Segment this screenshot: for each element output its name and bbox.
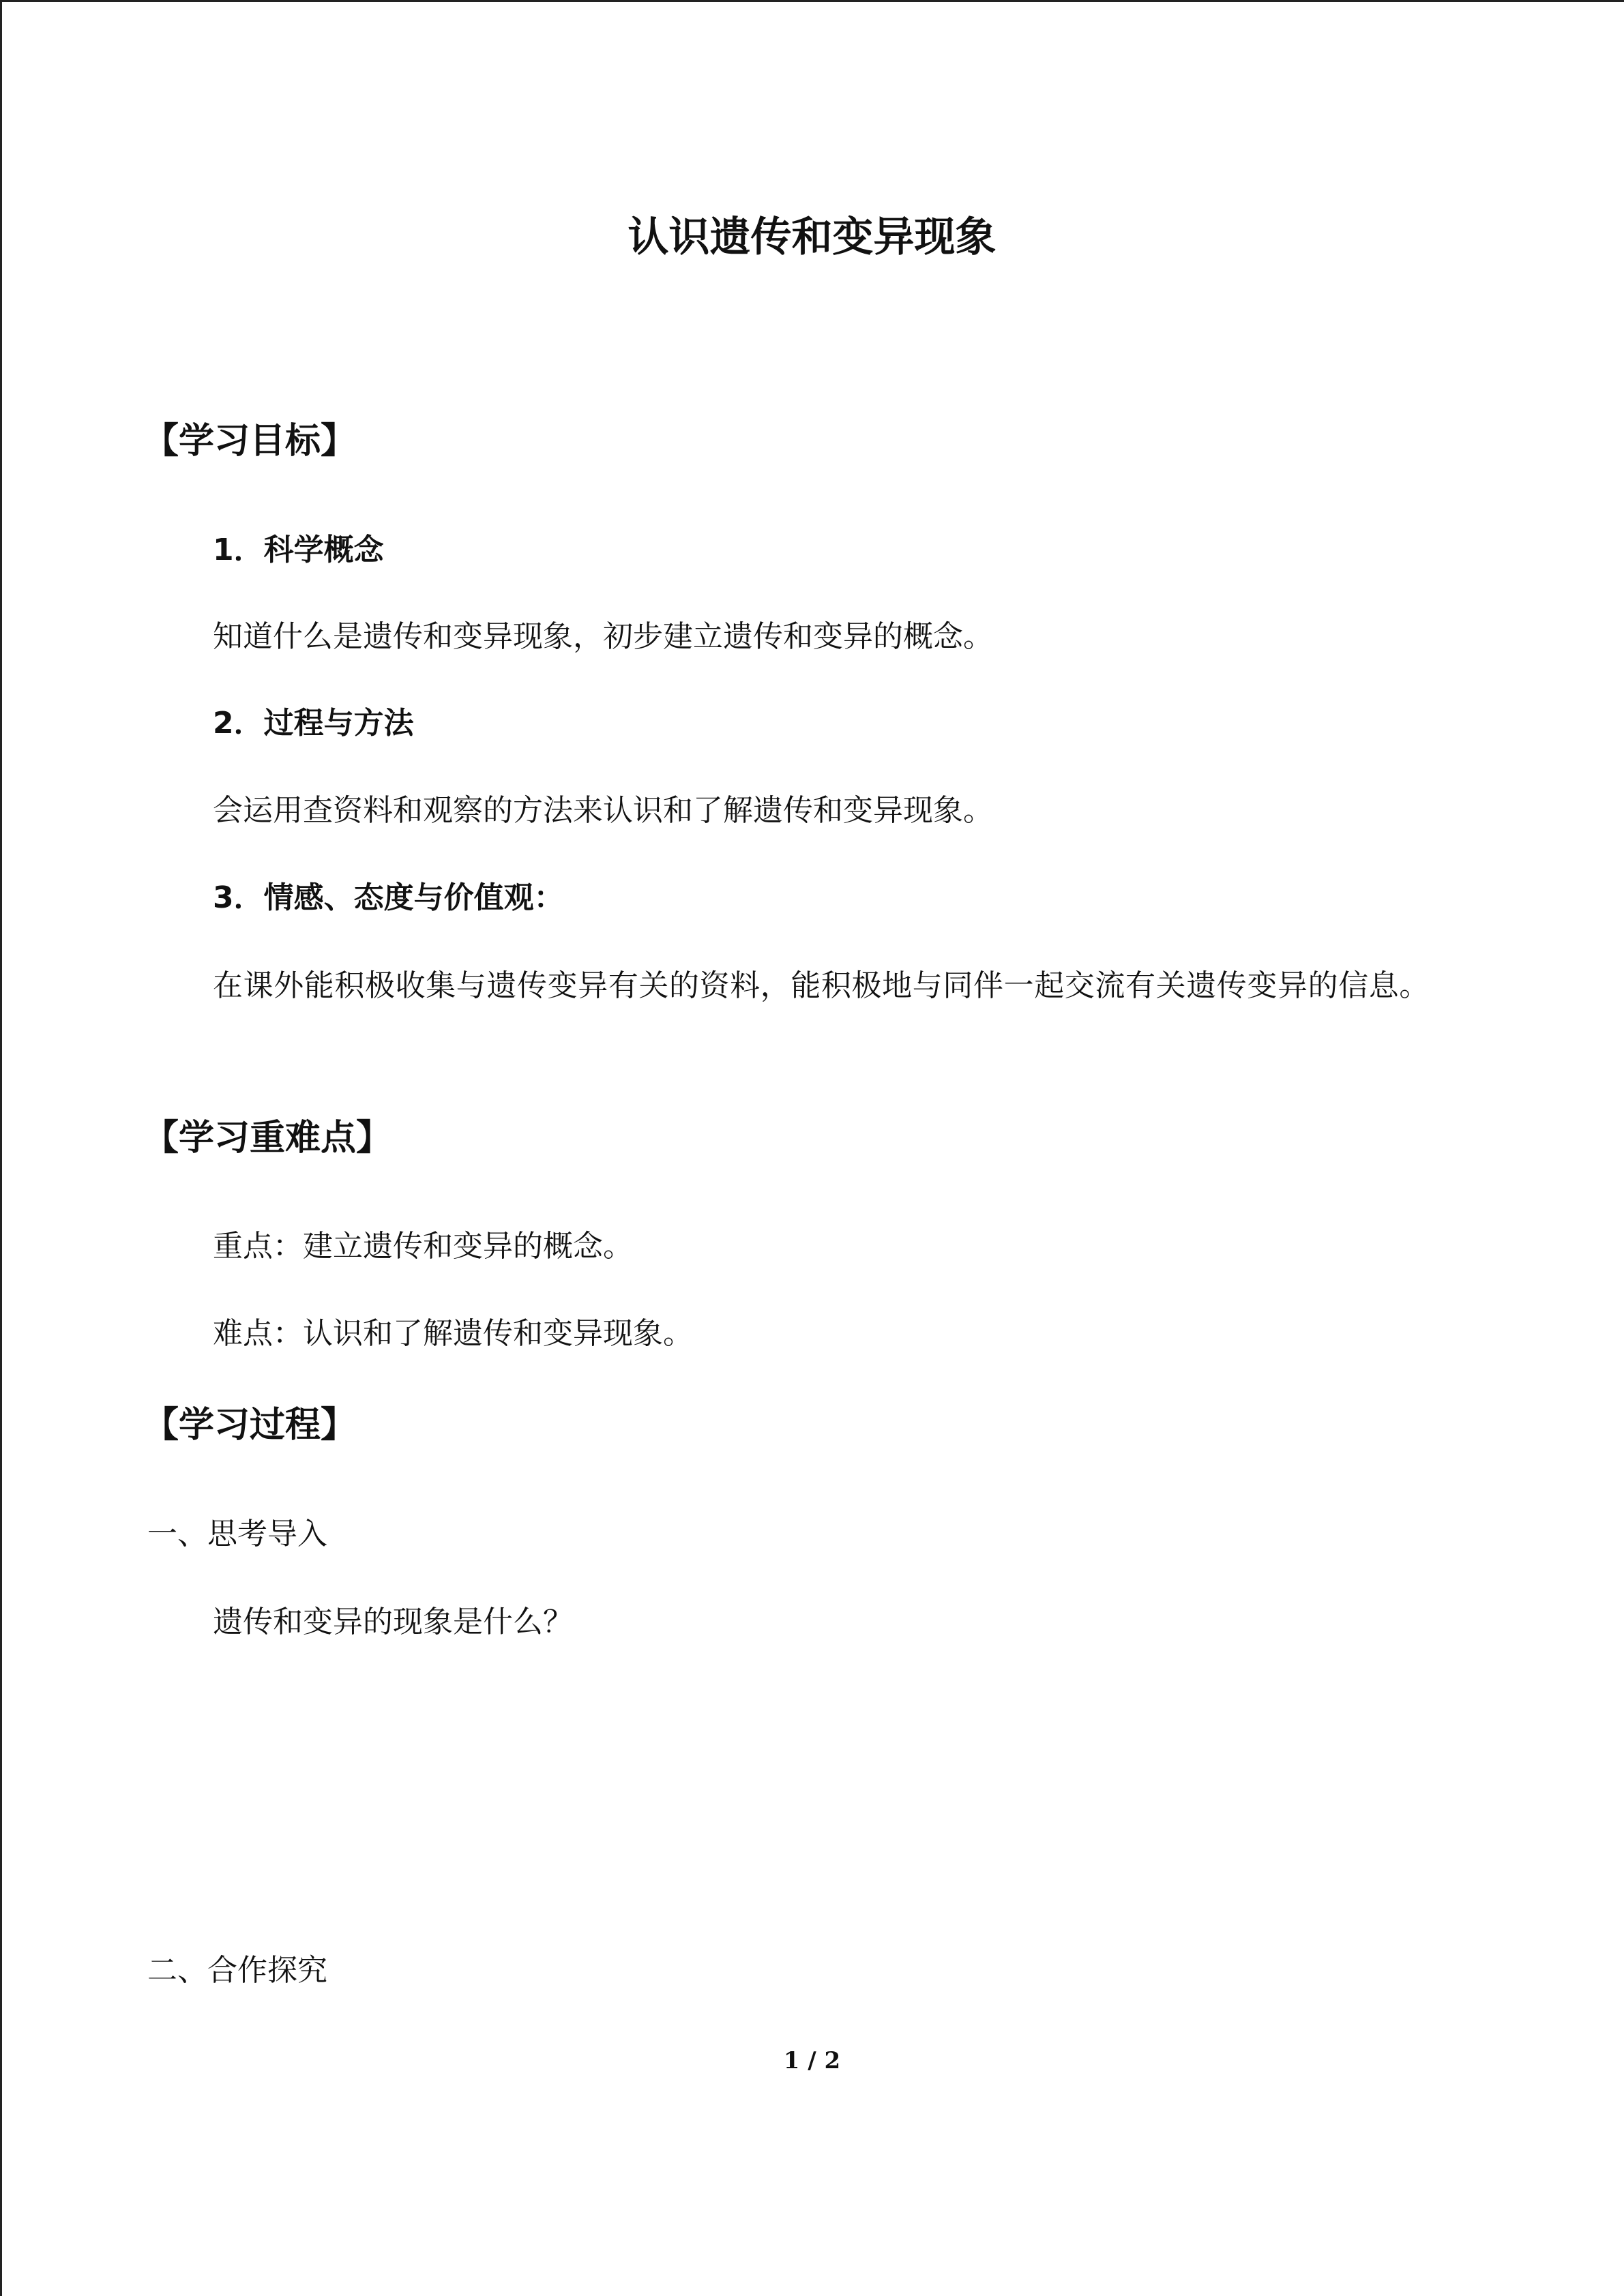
goal-heading-process-method: 2．过程与方法 — [213, 706, 414, 741]
process-part2-heading: 二、合作探究 — [147, 1953, 327, 1988]
key-point-difficulty: 难点：认识和了解遗传和变异现象。 — [213, 1316, 693, 1351]
page-top-border — [0, 0, 1624, 2]
goal-heading-science-concept: 1．科学概念 — [213, 533, 384, 567]
section-heading-key-points: 【学习重难点】 — [143, 1118, 392, 1159]
section-heading-process: 【学习过程】 — [143, 1405, 357, 1446]
page-left-border — [0, 0, 2, 2296]
page-number: 1 / 2 — [783, 2047, 841, 2074]
process-part1-question: 遗传和变异的现象是什么？ — [213, 1605, 573, 1639]
goal-text-attitude-values: 在课外能积极收集与遗传变异有关的资料，能积极地与同伴一起交流有关遗传变异的信息。 — [213, 968, 1430, 1003]
process-part1-heading: 一、思考导入 — [147, 1517, 327, 1551]
key-point-focus: 重点：建立遗传和变异的概念。 — [213, 1229, 633, 1264]
goal-heading-attitude-values: 3．情感、态度与价值观： — [213, 880, 564, 915]
goal-text-science-concept: 知道什么是遗传和变异现象，初步建立遗传和变异的概念。 — [213, 619, 993, 654]
document-title: 认识遗传和变异现象 — [628, 213, 996, 261]
goal-text-process-method: 会运用查资料和观察的方法来认识和了解遗传和变异现象。 — [213, 793, 993, 828]
section-heading-goals: 【学习目标】 — [143, 421, 357, 462]
